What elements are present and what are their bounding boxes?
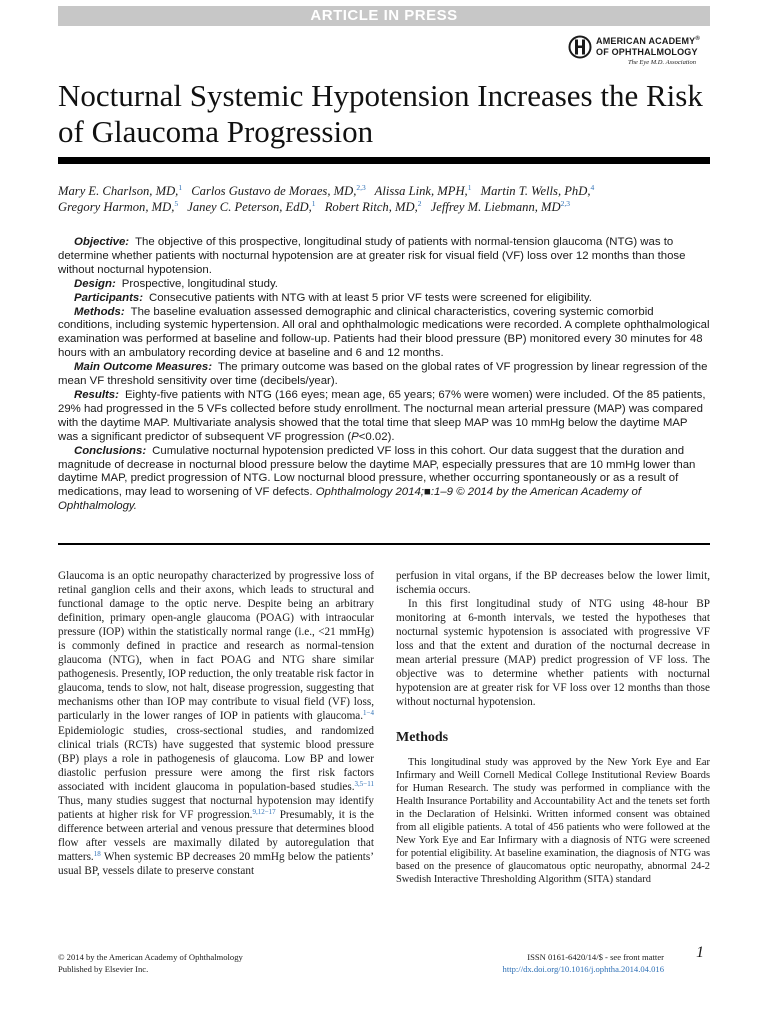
issn-text: ISSN 0161-6420/14/$ - see front matter bbox=[527, 952, 664, 962]
section-label: Conclusions: bbox=[74, 444, 147, 457]
affiliation-link[interactable]: 1 bbox=[311, 199, 316, 208]
abstract-methods: Methods: The baseline evaluation assessed demographic and clinical characteristics, covering systemic comorbid conditions, including systemic hypertension. All oral and ophthalmologic medications were recorded. A complete ophthalmological examination was performed at baseline and follow-up. Patients had their blood pressure (BP) monitored every 30 minutes for 48 hours with an ambulatory recording device at baseline and 6 and 12 months. bbox=[58, 305, 710, 360]
section-label: Results: bbox=[74, 388, 119, 401]
body-paragraph: Glaucoma is an optic neuropathy characterized by progressive loss of retinal ganglion cells and their axons, which leads to structural and functional damage to the optic nerve. Despite being an arbitrary definition, primary open-angle glaucoma (POAG) with intraocular pressure (IOP) within the statistically normal range (i.e., <21 mmHg) is commonly defined in practice and research as normal-tension glaucoma (NTG), when in fact POAG and NTG share similar pathogenesis. Presently, IOP reduction, the only treatable risk factor in glaucoma, tends to slow, not halt, disease progression, suggesting that mechanisms other than IOP may contribute to visual field (VF) loss, particularly in the lower ranges of IOP in patients with glaucoma.$^{1-4}$ Epidemiologic studies, cross-sectional studies, and randomized clinical trials (RCTs) have suggested that systemic blood pressure (BP) plays a role in pathogenesis of glaucoma. Low BP and lower diastolic perfusion pressure were among the first risk factors associated with incident glaucoma in population-based studies.$^{3,5-11}$ Thus, many studies suggest that nocturnal hypotension may identify patients at higher risk for VF progression.$^{9,12-17}$ Presumably, it is the difference between arterial and venous pressure that determines blood flow after vessels are maximally dilated by autoregulation that matters.$^{18}$ When systemic BP decreases 20 mmHg below the patients’ usual BP, vessels dilate to preserve constant bbox=[58, 570, 374, 877]
section-label: Methods: bbox=[74, 305, 125, 318]
title-rule bbox=[58, 157, 710, 164]
section-label: Design: bbox=[74, 277, 116, 290]
author-list bbox=[58, 183, 710, 215]
logo-line-1: AMERICAN ACADEMY® bbox=[596, 36, 700, 46]
body-paragraph: perfusion in vital organs, if the BP decreases below the lower limit, ischemia occurs. bbox=[396, 570, 710, 597]
article-title: Nocturnal Systemic Hypotension Increases the Risk of Glaucoma Progression bbox=[58, 78, 703, 149]
reference-link[interactable]: 18 bbox=[93, 849, 101, 858]
author-name: Jeffrey M. Liebmann, MD$^{2,3}$ bbox=[430, 199, 571, 214]
abstract-participants: Participants: Consecutive patients with NTG with at least 5 prior VF tests were screened for eligibility. bbox=[74, 291, 592, 304]
section-label: Objective: bbox=[74, 236, 130, 248]
affiliation-link[interactable]: 1 bbox=[178, 183, 183, 192]
body-column-left bbox=[58, 569, 374, 878]
copyright-text: © 2014 by the American Academy of Ophthalmology bbox=[58, 952, 243, 962]
author-name: Janey C. Peterson, EdD,$^1$ bbox=[187, 199, 316, 214]
abstract-outcome: Main Outcome Measures: The primary outcome was based on the global rates of VF progression by linear regression of the mean VF threshold sensitivity over time (decibels/year). bbox=[58, 361, 708, 388]
article-in-press-banner: ARTICLE IN PRESS bbox=[58, 6, 710, 26]
section-label: Participants: bbox=[74, 291, 143, 304]
publisher-text: Published by Elsevier Inc. bbox=[58, 964, 149, 974]
affiliation-link[interactable]: 2,3 bbox=[356, 183, 366, 192]
body-paragraph: In this first longitudinal study of NTG using 48-hour BP monitoring at 6-month intervals, we tested the hypotheses that nocturnal systemic hypotension is associated with progressive VF loss and that the extent and duration of the nocturnal decrease in mean arterial pressure (MAP) predict progression of VF loss. The objective was to determine whether patients with nocturnal hypotension are at greater risk for VF loss over 12 months than those without nocturnal hypotension. bbox=[396, 598, 710, 709]
abstract-rule bbox=[58, 543, 710, 545]
section-label: Main Outcome Measures: bbox=[74, 361, 212, 374]
logo-tagline: The Eye M.D. Association bbox=[628, 59, 696, 66]
affiliation-link[interactable]: 2,3 bbox=[560, 199, 571, 208]
footer-copyright bbox=[58, 951, 243, 975]
affiliation-link[interactable]: 2 bbox=[417, 199, 422, 208]
author-name: Robert Ritch, MD,$^2$ bbox=[324, 199, 422, 214]
body-column-right bbox=[396, 569, 710, 886]
abstract-objective: Objective: The objective of this prospective, longitudinal study of patients with normal-tension glaucoma (NTG) was to determine whether patients with nocturnal hypotension are at greater risk for visual field (VF) loss over 12 months than those without nocturnal hypotension. bbox=[58, 236, 686, 276]
citation: Ophthalmology 2014;■:1–9 © 2014 by the American Academy of Ophthalmology. bbox=[58, 486, 642, 513]
reference-link[interactable]: 1−4 bbox=[363, 709, 374, 718]
author-name: Martin T. Wells, PhD,$^4$ bbox=[480, 183, 595, 198]
abstract-results: Results: Eighty-five patients with NTG (166 eyes; mean age, 65 years; 67% were women) were included. Of the 85 patients, 29% had progressed in the 5 VFs collected before study enrollment. The nocturnal mean arterial pressure (MAP) was compared with the daytime MAP. Multivariate analysis showed that the total time that sleep MAP was 10 mmHg below the daytime MAP was a significant predictor of subsequent VF progression (P<0.02). bbox=[58, 388, 706, 443]
author-name: Carlos Gustavo de Moraes, MD,$^{2,3}$ bbox=[191, 183, 366, 198]
doi-link[interactable]: http://dx.doi.org/10.1016/j.ophtha.2014.04.016 bbox=[502, 964, 664, 974]
reference-link[interactable]: 9,12−17 bbox=[252, 807, 276, 816]
affiliation-link[interactable]: 1 bbox=[467, 183, 472, 192]
methods-paragraph: This longitudinal study was approved by the New York Eye and Ear Infirmary and Weill Cornell Medical College Institutional Review Boards for Human Research. The study was performed in compliance with the Health Insurance Portability and Accountability Act and the tenets set forth in the Declaration of Helsinki. Written informed consent was obtained from all eligible patients. A total of 456 patients who were followed at the New York Eye and Ear Infirmary with a diagnosis of NTG were screened for potential eligibility. At baseline examination, the diagnosis of NTG was based on the presence of glaucomatous optic neuropathy, abnormal 24-2 Swedish Interactive Thresholding Algorithm (SITA) standard bbox=[396, 756, 710, 886]
abstract-design: Design: Prospective, longitudinal study. bbox=[74, 277, 278, 290]
publisher-logo bbox=[568, 34, 718, 66]
author-name: Mary E. Charlson, MD,$^1$ bbox=[58, 183, 183, 198]
abstract bbox=[58, 236, 710, 514]
author-name: Gregory Harmon, MD,$^5$ bbox=[58, 199, 179, 214]
aao-logo-icon bbox=[568, 35, 592, 59]
methods-heading: Methods bbox=[396, 730, 449, 746]
affiliation-link[interactable]: 5 bbox=[174, 199, 179, 208]
page-number: 1 bbox=[696, 944, 704, 961]
abstract-conclusions: Conclusions: Cumulative nocturnal hypotension predicted VF loss in this cohort. Our data suggest that the duration and magnitude of decrease in nocturnal blood pressure below the daytime MAP, especially pressures that are 10 mmHg lower than daytime MAP, predict progression of NTG. Low nocturnal blood pressure, whether occurring spontaneously or as a result of medications, may lead to worsening of VF defects. Ophthalmology 2014;■:1–9 © 2014 by the American Academy of Ophthalmology. bbox=[58, 444, 696, 513]
logo-line-2: OF OPHTHALMOLOGY bbox=[596, 47, 698, 57]
footer-identifiers bbox=[488, 951, 664, 975]
affiliation-link[interactable]: 4 bbox=[590, 183, 595, 192]
reference-link[interactable]: 3,5−11 bbox=[354, 779, 374, 788]
author-name: Alissa Link, MPH,$^1$ bbox=[374, 183, 472, 198]
